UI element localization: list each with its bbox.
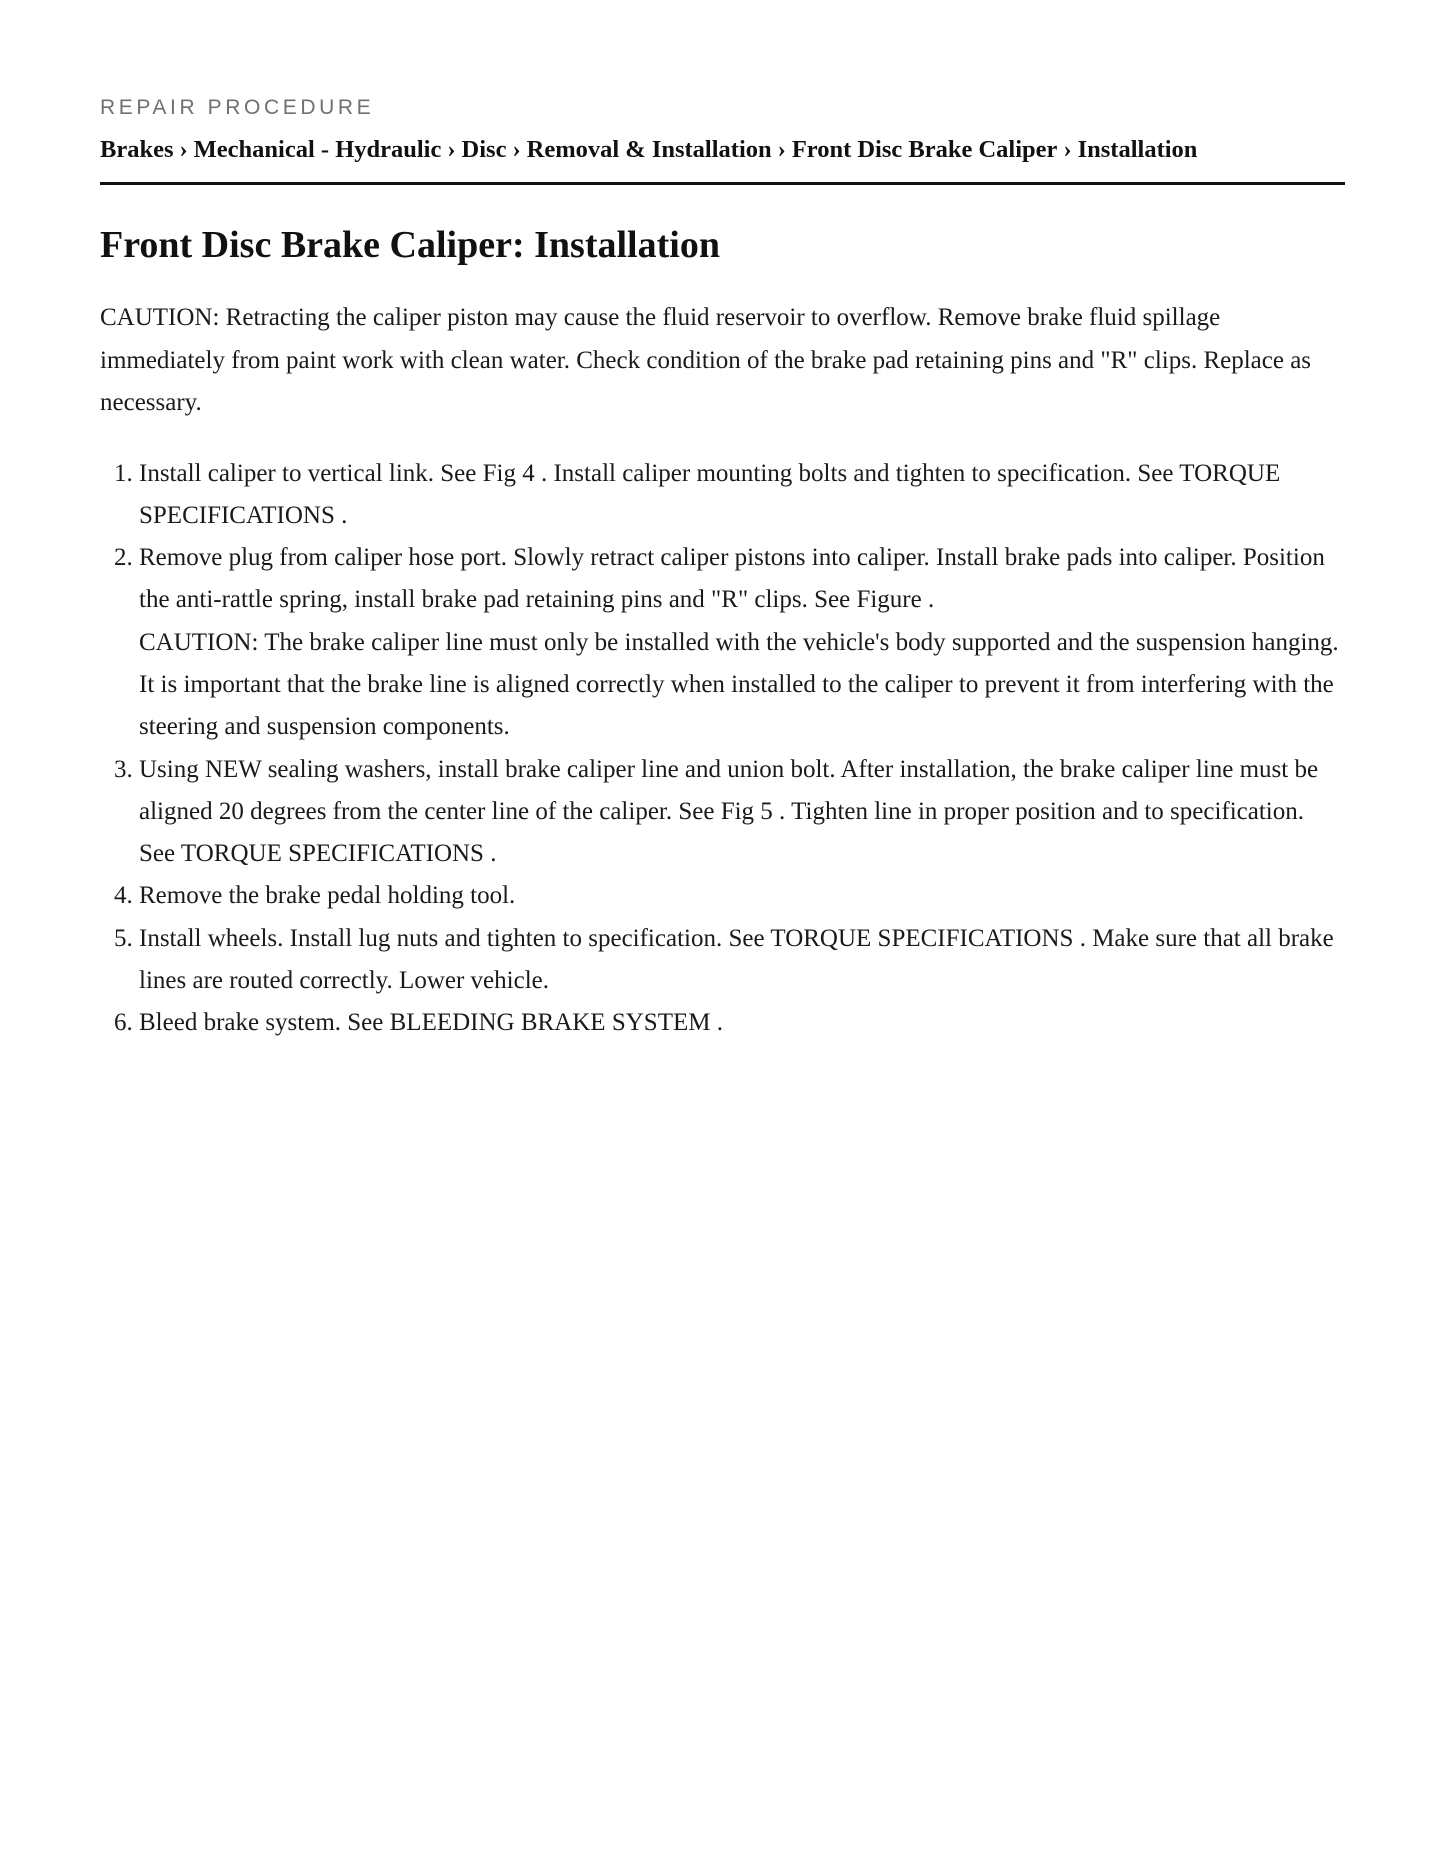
step-5 — [139, 918, 1345, 1003]
breadcrumb-separator: › — [777, 136, 786, 163]
step-text: . — [334, 501, 348, 529]
procedure-kicker: REPAIR PROCEDURE — [100, 96, 375, 119]
breadcrumb-item-disc[interactable]: Disc — [461, 136, 507, 163]
step-text: Install wheels. Install lug nuts and tighten to specification. See — [139, 924, 771, 952]
step-text: Using NEW sealing washers, install brake caliper line and union bolt. After installation, the brake caliper line must be aligned 20 degrees from the center line of the caliper. See Fig 5 . Tighten line in proper position and to specification. See — [139, 755, 1319, 868]
breadcrumb-separator: › — [1063, 136, 1072, 163]
step-text: . Make sure that all brake lines are routed correctly. Lower vehicle. — [139, 924, 1334, 995]
breadcrumb-item-installation[interactable]: Installation — [1077, 136, 1198, 163]
step-6 — [139, 1002, 1345, 1044]
breadcrumb-item-removal-installation[interactable]: Removal & Installation — [526, 136, 772, 163]
step-4 — [139, 875, 1345, 917]
torque-specifications-link[interactable]: TORQUE SPECIFICATIONS — [139, 459, 1281, 529]
breadcrumb-item-front-disc-brake-caliper[interactable]: Front Disc Brake Caliper — [791, 136, 1058, 163]
step-2 — [139, 537, 1345, 748]
caution-paragraph: CAUTION: Retracting the caliper piston may cause the fluid reservoir to overflow. Remove brake fluid spillage immediately from paint work with clean water. Check condition of the brake pad retaining pins and "R" clips. Replace as necessary. — [100, 304, 1312, 416]
step-text: Remove the brake pedal holding tool. — [139, 882, 516, 910]
step-caution: CAUTION: The brake caliper line must only be installed with the vehicle's body supported and the suspension hanging. It is important that the brake line is aligned correctly when installed to the caliper to prevent it from interfering with the steering and suspension components. — [139, 628, 1339, 741]
document-page — [100, 94, 1345, 1045]
header-divider — [100, 182, 1345, 185]
step-text: . — [483, 840, 497, 868]
step-text: . — [710, 1009, 723, 1037]
step-text: Remove plug from caliper hose port. Slowly retract caliper pistons into caliper. Install brake pads into caliper. Position the anti-rattle spring, install brake pad retaining pins and "R" clips. See Figure . — [139, 544, 1325, 614]
step-text: Install caliper to vertical link. See Fig 4 . Install caliper mounting bolts and tighten to specification. See — [139, 459, 1180, 487]
procedure-steps — [100, 453, 1345, 1045]
step-text: Bleed brake system. See — [139, 1009, 390, 1037]
step-1 — [139, 453, 1345, 538]
breadcrumb-separator: › — [179, 136, 188, 163]
torque-specifications-link[interactable]: TORQUE SPECIFICATIONS — [180, 840, 484, 868]
breadcrumb-separator: › — [512, 136, 521, 163]
breadcrumb — [100, 134, 1345, 166]
step-3 — [139, 749, 1345, 876]
breadcrumb-item-mechanical-hydraulic[interactable]: Mechanical - Hydraulic — [193, 136, 442, 163]
breadcrumb-item-brakes[interactable]: Brakes — [100, 136, 174, 163]
bleeding-brake-system-link[interactable]: BLEEDING BRAKE SYSTEM — [389, 1009, 711, 1037]
page-title: Front Disc Brake Caliper: Installation — [100, 224, 720, 266]
torque-specifications-link[interactable]: TORQUE SPECIFICATIONS — [770, 924, 1074, 952]
breadcrumb-separator: › — [447, 136, 456, 163]
